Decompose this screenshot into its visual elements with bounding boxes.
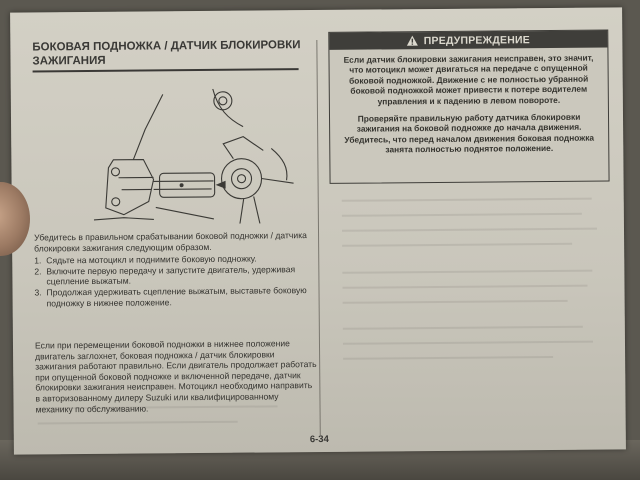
show-through-line xyxy=(343,300,568,304)
section-title: БОКОВАЯ ПОДНОЖКА / ДАТЧИК БЛОКИРОВКИ ЗАЖИГАНИЯ xyxy=(32,39,301,68)
step-number: 3. xyxy=(34,287,42,298)
show-through-line xyxy=(343,356,553,360)
warning-triangle-icon xyxy=(407,35,419,46)
step-number: 2. xyxy=(34,266,42,277)
warning-body xyxy=(329,47,608,155)
show-through-line xyxy=(342,243,572,247)
list-item xyxy=(34,285,316,309)
step-text: Включите первую передачу и запустите двигатель, удерживая сцепление выжатым. xyxy=(46,263,296,287)
step-text: Сядьте на мотоцикл и поднимите боковую подножку. xyxy=(46,253,257,266)
show-through-line xyxy=(342,213,582,217)
show-through-line xyxy=(342,270,592,274)
manual-page xyxy=(10,7,626,454)
steps-list xyxy=(34,253,316,308)
result-paragraph: Если при перемещении боковой подножки в нижнее положение двигатель заглохнет, боковая подножка / датчик блокировки зажигания работают правильно. Если двигатель продолжает работать при опущенной боковой подножке и включенной передаче, датчик блокировки зажигания неисправен. Мотоцикл необходимо направить в авторизованному дилеру Suzuki или квалифицированному механику по обслуживанию. xyxy=(34,338,317,415)
show-through-line xyxy=(342,285,587,289)
step-text: Продолжая удерживать сцепление выжатым, выставьте боковую подножку в нижнее положение. xyxy=(46,285,307,308)
side-stand-switch-illustration xyxy=(93,88,309,225)
page-number: 6-34 xyxy=(309,433,329,446)
warning-box xyxy=(328,29,609,183)
show-through-line xyxy=(38,421,238,425)
step-number: 1. xyxy=(34,255,42,266)
instructions-block xyxy=(34,230,317,309)
show-through-line xyxy=(342,198,592,202)
list-item xyxy=(34,264,316,288)
intro-text: Убедитесь в правильном срабатывании боковой подножки / датчика блокировки зажигания следующим образом. xyxy=(34,230,307,254)
show-through-line xyxy=(343,326,583,330)
show-through-line xyxy=(342,228,597,232)
left-column xyxy=(32,38,317,415)
warning-paragraph-1: Если датчик блокировки зажигания неисправен, это значит, что мотоцикл может двигаться на передаче с опущенной боковой подножкой. Движение с не полностью убранной боковой подножкой может привести к потере водителем управления и к падению в левом повороте. xyxy=(343,52,594,107)
warning-paragraph-2: Проверяйте правильную работу датчика блокировки зажигания на боковой подножке до начала движения. Убедитесь, что перед началом движения боковая подножка занята полностью поднятое положение. xyxy=(344,111,595,155)
show-through-line xyxy=(343,341,593,345)
warning-title: ПРЕДУПРЕЖДЕНИЕ xyxy=(423,33,530,47)
result-paragraph-block xyxy=(35,338,318,415)
title-underline xyxy=(33,68,299,72)
